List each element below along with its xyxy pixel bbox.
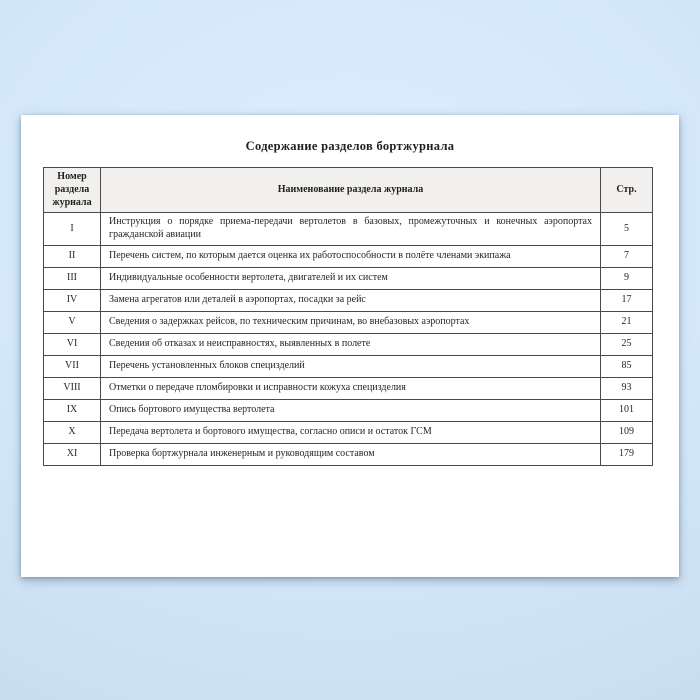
contents-table-body [44, 213, 653, 466]
section-page-cell: 109 [601, 421, 653, 443]
section-name-cell: Сведения об отказах и неисправностях, выявленных в полете [101, 333, 601, 355]
section-number-cell: VI [44, 333, 101, 355]
section-number-cell: V [44, 311, 101, 333]
section-page-cell: 25 [601, 333, 653, 355]
table-header-row [44, 168, 653, 213]
document-title: Содержание разделов бортжурнала [245, 139, 455, 153]
section-page-cell: 85 [601, 355, 653, 377]
section-number-cell: VIII [44, 377, 101, 399]
section-number-cell: I [44, 213, 101, 246]
section-page-cell: 21 [601, 311, 653, 333]
section-name-cell: Передача вертолета и бортового имущества, согласно описи и остаток ГСМ [101, 421, 601, 443]
table-row [44, 245, 653, 267]
section-name-cell: Инструкция о порядке приема-передачи вертолетов в базовых, промежуточных и конечных аэропортах гражданской авиации [101, 213, 601, 246]
section-name-cell: Отметки о передаче пломбировки и исправности кожуха специзделия [101, 377, 601, 399]
section-name-cell: Проверка бортжурнала инженерным и руководящим составом [101, 443, 601, 465]
table-row [44, 213, 653, 246]
table-row [44, 289, 653, 311]
table-row [44, 377, 653, 399]
section-number-cell: III [44, 267, 101, 289]
section-name-cell: Замена агрегатов или деталей в аэропортах, посадки за рейс [101, 289, 601, 311]
contents-table [43, 167, 653, 466]
section-number-cell: XI [44, 443, 101, 465]
table-row [44, 421, 653, 443]
section-page-cell: 93 [601, 377, 653, 399]
table-row [44, 443, 653, 465]
section-name-cell: Опись бортового имущества вертолета [101, 399, 601, 421]
table-row [44, 355, 653, 377]
section-name-cell: Перечень систем, по которым дается оценка их работоспособности в полёте членами экипажа [101, 245, 601, 267]
section-page-cell: 101 [601, 399, 653, 421]
table-row [44, 333, 653, 355]
section-number-cell: IX [44, 399, 101, 421]
header-section-number: Номер раздела журнала [44, 168, 101, 213]
header-page: Стр. [601, 168, 653, 213]
section-name-cell: Индивидуальные особенности вертолета, двигателей и их систем [101, 267, 601, 289]
section-page-cell: 5 [601, 213, 653, 246]
section-number-cell: IV [44, 289, 101, 311]
section-number-cell: II [44, 245, 101, 267]
section-page-cell: 9 [601, 267, 653, 289]
table-row [44, 311, 653, 333]
table-row [44, 399, 653, 421]
table-row [44, 267, 653, 289]
section-name-cell: Перечень установленных блоков специзделий [101, 355, 601, 377]
section-number-cell: VII [44, 355, 101, 377]
section-page-cell: 179 [601, 443, 653, 465]
header-section-name: Наименование раздела журнала [101, 168, 601, 213]
section-name-cell: Сведения о задержках рейсов, по техническим причинам, во внебазовых аэропортах [101, 311, 601, 333]
section-page-cell: 17 [601, 289, 653, 311]
document-page [21, 115, 679, 577]
section-page-cell: 7 [601, 245, 653, 267]
section-number-cell: X [44, 421, 101, 443]
